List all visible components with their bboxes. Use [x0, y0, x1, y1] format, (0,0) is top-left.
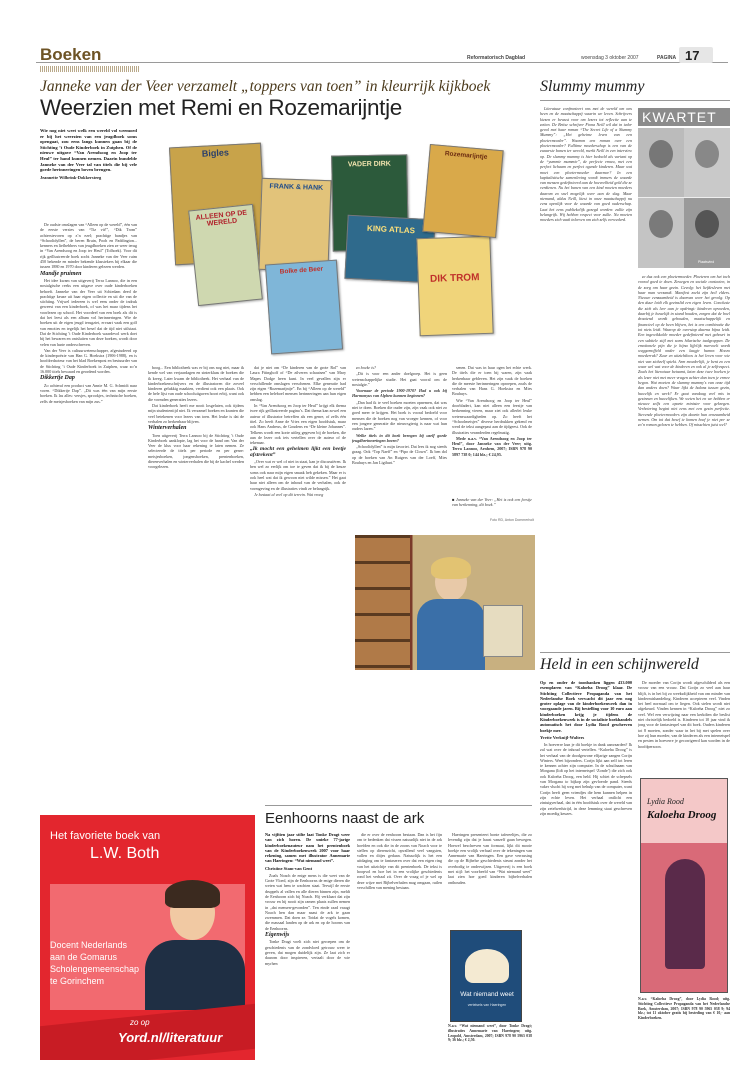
eenhoorns-col-b-paragraph: die er over de eenhoorn bestaan. Dan is het fijn om te bedenken dat vissen natuurlijk niet in de ark hoefden en ook die in de zoons van Noach voor te stellen op dierenzicht, opvallend veel vangsten, vallen en ditjes gedaan. Natuurlijk is het een uitdaging om te fantaseren over dat een eigen ring van het uitzichtje van dit prentenboek. De tekst is hoopvol en hoe het in een vrolijke geschiedenis rond het verhaal zit. Over de vraag of je wel op deze wijze met Bijbelverhalen mag omgaan, ruilen verschillen van mening bestaan.	[357, 832, 442, 890]
col3b-paragraph: In “Van Arendsoog en Joop ter Heul” krijgt elk thema twee rijk geïllustreerde pagina’s. Dat thema kan zowel een auteur of illustrator betreffen als een genre, of zelfs één titel. Zo heeft Anne de Vries een eigen hoofdstuk, maar ook Hans Andreus, de Goudens en “De kleine Johannes”. Telkens wordt een korte uitleg gegeven bij de boeken, die aan de lezer ook iets vertellen over de auteur of de tekenaar.	[250, 403, 346, 446]
kwartet-label: KWARTET	[642, 109, 717, 125]
book-cover-rozemarijntje: Rozemarijntje	[422, 144, 503, 238]
bookshelf	[355, 535, 410, 670]
ad-line-3: Docent Nederlands	[50, 940, 128, 950]
col2-paragraph: boog... Een bibliotheek was er bij ons nog niet, maar ik kende wel van verjaardagen en sinterklaas de boeken die ik kreeg. Later kwam de bibliotheek. Het verhaal van de kinderboekenschrijvers en de illustratoren die zoveel kinderen gelukkig maakten, verdient ook een plaats. Ook de hele lijst van oude schooluitgaven hoort erbij, want ook die vormden generaties lezers.	[148, 365, 244, 402]
held-col-a-paragraph: In hoeverre kun je dit boekje in dank aanvaarden? Ik zal wat over de inhoud vertellen. “Kaloeha Droog” is het verhaal van de doodgewone elfjarige zangen Corijn Winters. Weet bijzonders. Corijn lijkt aan zelf tot leren te kennen achter zijn computer. In de schuilnaam van Morgana (lidt op het internetspel ‘Zonde’) die zich ook ook Kaloeha Droog, een held. Hij schiet de schepsels van Morgana to bijkop zijn gevloerde pand. Steeds vaker vlucht hij weg met behulp van de computer, want Corijn heeft geen vriendjes die hem kunnen helpen in zijn echte leven. Het verhaal ontlicht een zintuigverhaal, dat in één hoofdstuk over de wereld van zijn zetelwedstrijd, in deze lemming staat geschreven zijn moedig keuzes.	[540, 741, 632, 816]
sidebar-col-b-paragraph: ze dus ook een ploetermoeder. Ploeteren om het toch vooral goed te doen. Zowegen en sociale contacten, in de zorg om haar gezin. Gevolg: het liefdesleven met haar man verzandt. Manifest zoekt zijn heil elders. Nieuwe eenzaamheid is daarvan weer het gevolg. Op den duur leidt elk gezinslid een eigen leven. Conclusie die zich als leer aan je opdringt: kinderen opvoeden, daarbij je huwelijk in stand houden, zorgen dat de boel draaiend wordt gehouden, maatschappelijk en financieel op de been blijven, het is een combinatie die tot niets leidt. Waarop de overstap daarna bijna leidt. Een ingewikkelde moeder gedefinieerd met gebeurt in een subtiele stijl met soms hilarische taalgrappen. De emotionele pijn die je bijna lijfelijk meevoelt wordt weggemoffeld onder een laagje humor. Hoezo moederrak? Zuur en uitzichtloos is het leven voor wie niet van zichzelf spiekt. Arm moederlijk, je bent zo een waar wel wat voor de kinderen en ook al je zelfrespect. Zoals het literatuur betaamt, laten deze twee boeken je als lezer niet met meer vragen achter dan toen je ermee begon. Wat moeten de slummy mummy's van onze tijd dan anders doen? Waar lijkt de balans tussen gezin, huwelijk en werk? Er gaat vandaag veel mis in gezinnen en huwelijken. We weten het en we hebben er nieuwe zelfs een aparte minister voor gekregen. Verbetering begint niet eens met een gezin perfectie. Stevende ploetermoeders zijn daarin hun eenzaamheid nemen. Om tot dat besef te komen hoef je niet per se zo’n roman gelezen te hebben. Of misschien juist wel?	[638, 274, 730, 428]
eenhoorns-col-c-paragraph: Haeringen presenteert bonte tafereeltjes, die zo levendig zijn dat je haast vanzelf gaan bewegen. Hoewel beschreven van formaat, lijkt dit mooie boekje een vrolijk verhaal over de tekeningen van Annemarie van Haeringen. Een gave verrassing die op de Bijbelse geschiedenis steunt zonder het overbodig te onderwijzen. Uitgeverij is een boek met stijl: het voorbeeld van “Wat niemand weet” laat zien hoe goed kinderen bijbelverhalen onthouden.	[448, 832, 532, 885]
held-rule	[540, 652, 730, 653]
eenhoorns-caption: N.a.v. “Wat niemand weet”, door Tonke Dragt; illustraties Annemarie van Haeringen; uitg. Leopold, Amsterdam, 2007; ISBN 978 90 5965 038 9; 36 blz.; € 2,50.	[448, 1024, 532, 1043]
col2c-paragraph: Toen uitgeverij Terra Lannoo bij de Stichting ’t Oude Kinderboek aanklopte, lag het voor de hand om Van der Veer de klus voor haar rekening te laten nemen. Ze selecteerde de titels per periode en per genre: meisjesboeken, jongensboeken, prentenboeken, dierenverhalen en winterverhalen die bij de kachel werden voorgelezen.	[148, 432, 244, 470]
ad-line-4: aan de Gomarus	[50, 952, 118, 962]
col4-question-tail: zo boeke is?	[356, 365, 377, 370]
book-in-hand	[483, 605, 523, 657]
article-kicker: Janneke van der Veer verzamelt „toppers van toen” in kleurrijk kijkboek	[40, 78, 491, 95]
subheading-winterverhalen: Winterverhalen	[148, 425, 187, 432]
col5-paragraph: senen. Dat was in haar ogen het echte werk. De titels die er toen bij waren, zijn vaak herkenbaar gebleven. Het zijn vaak de boeken die de meeste herinneringen oproepen, zoals de verhalen van Hans G. Hoekstra en Mies Bouhuys.	[452, 365, 532, 397]
article-column-5	[452, 365, 532, 495]
sidebar-col-a-paragraph: Literatuur confronteert ons met de wereld om ons heen en de maatschappij waarin we leven. Schrijvers kiezen er bewust voor om lezers tot reflectie aan te zetten. De Britse schrijver Fiona Neill wil dat in ieder geval met haar roman “The Secret Life of a Slummy Mummy”: „Het geheime leven van een ploetermoeder”. Waarom een roman over een ploetermoeder? Fulltime moederschap is een van de zwaarste banen ter wereld, merkt Neill in een interview op. De slummy mummy is hier bedoeld als variant op de “yummie mummie”, de perfecte vrouw, met een perfect lichaam en perfect ogende kinderen. Maar wat moet een ploetermoeder daarmee? In een kapitalistische samenleving wordt immers de waarde van mensen gedefinieerd aan de hoeveelheid geld die ze verdienen. Nu het banen van een kind moeten moeders daarom zo snel mogelijk weer aan de slag. Maar niemand, aldus Neill, kiest in onze maatschappij nu eens openlijk voor de waarde van goed ouderschap. Laat het eens publiekelijk gezegd worden: zullie zijn belangrijk. Wij hebben respect voor zulke. Nu moeten moeders zich vaak inleeven om zich zelfs verwederd.	[540, 106, 632, 223]
book-cover-frank-hank: FRANK & HANK	[258, 178, 331, 272]
eenhoorns-title: Eenhoorns naast de ark	[265, 810, 425, 827]
wat-niemand-weet-cover	[450, 930, 522, 1022]
columnist-photo-3	[638, 198, 684, 268]
page-number: 17	[685, 48, 700, 63]
held-col-b-paragraph: De moeder van Corijn wordt afgeschilderd als een vrouw van een vrouw. Dat Corijn zo veel aan haar blijft, is in het bij zo weeksdijkheid van om minder van kindermishandeling. Kinderen accepteren veel. Vinden het heel normaal om te liegen. Ook stelen wordt niet afgekeurd. Vinden kennen in “Kaloeha Droog” niet zo veel. Wel een verwijzing naar een kerkdien die beslist niet christelijk bedoeld is. Kinderen tot 10 jaar vind ik jong voor de fantasiespel van dit boek. Ouders kinderen tot 8 moeten, zonder waar in het bij met spelen over hoe zij hun moeder, van de kinderen als een internetspel en pesten in hoeverre je gecorrigeerd kan worden in de hoofdpersoon.	[638, 680, 730, 749]
subheading-dikkertje: Dikkertje Dap	[40, 375, 75, 382]
kaloeha-title: Kaloeha Droog	[647, 809, 717, 821]
col4c-paragraph: „Dan had ik te veel boeken moeten opnemen, dat was niet te doen. Boeken die ouder zijn, zijn vaak ook niet zo goed meer te krijgen. Het boek is vooral bedoeld voor mensen die de boeken nog van vroeger kennen, of voor een jongere generatie die nieuwsgierig is naar wat hun ouders lazen.”	[352, 399, 447, 432]
ad-line-1: Het favoriete boek van	[50, 830, 161, 842]
eenhoorns-byline: Christine Stam-van Gent	[265, 865, 313, 871]
eenhoorns-col-a-paragraph: Zoals Noach de enige mens is die weet van de Grote Vloed, zijn de Eenhoorns de enige dieren die weten wat hem te wachten staat. Terwijl de eerste druppels al vallen en alle dieren binnen zijn, meldt de Eenhoorn zich bij Noach. Hij verklaart dat zijn vrouw en hij nooit zijn ramen plaats zullen nemen in „dat mensen-gevonden”. Ten einde raad vraagt Noach hen dan maar naast de ark te gaan zwemmen. Dat doen ze. Totdat de vogels komen, die massaal landen op de ark en op de hoorns van de Eenhoorns.	[265, 872, 350, 931]
ark-illustration	[465, 949, 509, 983]
lead-text: Wie nog niet weet welk een wereld vol weemoed er bij het weerzien van een jeugdboek soms opengaat, zou eens langs kunnen gaan bij de Stichting ’t Oude Kinderboek in Zutphen. Of de nieuwe uitgave “Van Arendsoog en Joop ter Heul” ter hand kunnen nemen. Daarin bundelde Janneke van der Veer tal van titels die bij vele goede herinneringen boven brengen.	[40, 128, 137, 173]
col5-source: Mede n.a.v. “Van Arendsoog en Joop ter Heul”, door Janneke van der Veer; uitg. Terra Lannoo, Arnhem, 2007; ISBN 978 90 5897 738 0; 144 blz.; € 24,95.	[452, 435, 532, 457]
sidebar-col-a	[540, 106, 632, 646]
subheading-quote: „Ik mocht een geheimen lijkt een beetje afstrekent”	[250, 446, 346, 458]
columnist-photos	[638, 128, 730, 268]
person-body	[417, 599, 485, 670]
photo-caption-left: Je bestaat al veel op dit terrein. Wat vroeg	[254, 491, 324, 497]
ad-person-hair	[165, 880, 220, 908]
article-headline: Weerzien met Remi en Rozemarijntje	[40, 95, 403, 120]
byline: Jeannette Wilbrink-Dokkersteeg	[40, 174, 102, 180]
caption-bullet: ■	[452, 497, 456, 502]
sidebar-title: Slummy mummy	[540, 78, 645, 95]
col1-paragraph: De oudste omslagen van “Alleen op de wereld”, één van de eerste versies van “Tiz vit!”, “Dik Trom” achterstevoren op z’n ezel; prachtige bandjes van “Schoolidyllen”, de beren Bruin, Pooh en Paddington... kenners en liefhebbers van jeugdboeken zien ze weer terug in “Van Arendsoog en Joop ter Heul” (Tolhoek). Voor dit rijk geïllustreerde boek zocht Janneke van der Veer ruim 450 bekende en minder bekende klassiekers bij elkaar die tussen 1880 en 1970 door kinderen gelezen werden.	[40, 222, 137, 270]
header-rule	[36, 62, 728, 63]
advertisement[interactable]	[40, 815, 255, 1060]
col1c-paragraph: Van der Veer is cultuurwetenschapper, afgestudeerd op de kinderpoëzie van Han G. Hoekstra (1906-1988), en is hoofdredacteur van het blad Boekenpost en bestuurder van de Stichting ’t Oude Kinderboek in Zutphen, waar zo’n 16.000 titels bewaard en geordend worden.	[40, 347, 137, 375]
columnist-photo-2	[684, 128, 730, 197]
ad-person-body	[145, 940, 245, 1010]
photo-credit: Foto RD, Anton Dommerholt	[490, 518, 534, 522]
book-cover-alleen: ALLEEN OP DE WERELD	[188, 204, 263, 306]
ad-url[interactable]: Yord.nl/literatuur	[118, 1030, 223, 1045]
held-lead: Op en onder de toonbanken liggen 433.000 exemplaren van “Kaloeha Droog” klaar. De Stichting Collectieve Propaganda van het Nederlandse Boek verwacht dit jaar een nog groter oplage van de kinderboekenweek dan in voorgaande jaren. Bij bestelling voor 10 euro aan kinderboeken krijg je tijdens de Kinderboekenweek is in de socialiste boekhandels automatisch het door Lydia Rood geschreven boekje mee.	[540, 680, 632, 733]
col4d-paragraph: „Schoolidyllen” is mijn favoriet. Dat lees ik nog steeds graag. Ook “Top Naeff” en “Pipo de Clown”. Ik ben dol op de boeken van An Rutgers van der Loeff, Mies Bouhuys en Jan Ligthart.”	[352, 444, 447, 466]
eenhoorns-col-a2-paragraph: Tonke Dragt voelt zich niet geroepen om de geschiedenis van de zondvloed getrouw weer te geven, dat mogen duidelijk zijn. Ze laat zich er daarom door inspireren, vertaalt door de wie myrhen	[265, 939, 350, 966]
kaloeha-author: Lydia Rood	[647, 797, 684, 806]
article-lead	[40, 128, 137, 182]
columnist-photo-1	[638, 128, 684, 197]
cover-subtitle: vertelsels van Haeringen	[467, 1003, 507, 1007]
book-cover-vader-dirk: VADER DIRK	[331, 154, 409, 251]
eenhoorns-col-c	[448, 832, 532, 930]
pagina-label: PAGINA	[657, 55, 677, 61]
cover-title: Wat niemand weet	[460, 991, 514, 998]
person-hair	[431, 557, 471, 579]
kaloeha-figure	[665, 859, 705, 969]
portrait-photo	[355, 535, 535, 670]
book-cover-dik-trom: DIK TROM	[416, 236, 493, 337]
columnist-photo-4	[684, 198, 730, 268]
section-stripe	[40, 66, 140, 72]
held-col-a	[540, 680, 632, 1058]
book-cover-biggles: Bigles	[169, 143, 267, 266]
book-cover-bolke: Bolke de Beer	[265, 260, 343, 355]
article-column-1	[40, 222, 137, 800]
books-collage-photo	[150, 127, 526, 360]
col4b-paragraph: „Dit is voor een ander doelgroep. Het is geen wetenschappelijke studie. Het gaat vooral om de nostalgie.”	[352, 371, 447, 387]
eenhoorns-rule	[265, 805, 532, 806]
issue-date: woensdag 3 oktober 2007	[581, 55, 639, 61]
held-col-b	[638, 680, 730, 775]
page-header	[0, 0, 738, 70]
ad-line-5: Scholengemeenschap	[50, 964, 140, 974]
subheading-mandje: Mandje pruimen	[40, 270, 82, 277]
col1d-paragraph: Zo achteraf een product van Annie M. G. Schmidt naar voren. “Dikkertje Dap”. „Dit was één van mijn eerste boeken. Ik las alles: versjes, sprookjes, technische boeken, zelfs de meisjesboeken van mijn zus.”	[40, 382, 137, 404]
photo-label: Plaatsvind	[698, 260, 715, 264]
section-title: Boeken	[40, 45, 102, 64]
col3c-paragraph: „Over wat er wel of niet in staat, kan je discussiëren. Ik ben wel zo eerlijk om toe te geven dat ik bij de keuze soms ook naar mijn eigen smaak heb gekeken. Maar er is ook heel wat dat ik gewoon niet wilde missen.” Het gaat haar niet alleen om de inhoud van de verhalen, ook de vormgeving en de illustraties vindt ze belangrijk.	[250, 459, 346, 491]
col4-question: Voornaar de periode 1900-1970? Had u ook bij Harmonyus van Alphen kunnen beginnen?	[352, 388, 447, 399]
col1b-paragraph: Het idee kwam van uitgeverij Terra Lannoo, die in een nostalgische reeks een uitgave over oude kinderboeken behoeft. Janneke van der Veer uit Schiedam deed de prachtige keuze uit haar eigen collectie en uit die van de stichting. Vrijwel iedereen is wel eens onder de indruk geweest van een kinderboek, of was het maar tijdens het voorlezen op school. Het voordeel van een boek als dit is dat het leest als een album vol herinneringen. Wie de boeken uit de eigen jeugd terugziet, ervaart vaak een golf van emoties en tegelijk het besef dat de tijd niet stilstaat. Dat de Stichting ’t Oude Kinderboek waardevol werk doet bij het bewaren en ontsluiten van deze boeken, wordt door velen van harte onderschreven.	[40, 277, 137, 347]
book-cover-king-atlas: KING ATLAS	[344, 215, 435, 284]
ad-line-6: te Gorinchem	[50, 976, 105, 986]
article-column-3	[250, 365, 346, 665]
sidebar-column	[538, 78, 734, 648]
eenhoorns-col-a	[265, 832, 350, 1057]
eenhoorns-lead: Na vijftien jaar stilte laat Tonke Dragt weer van zich horen. De unieke 77-jarige kinderboekenauteur nam het prentenboek van de Kinderboekenweek 2007 voor haar rekening, samen met illustrator Annemarie van Haeringen: “Wat niemand weet”.	[265, 832, 350, 864]
eenhoorns-subheading: Eigenwijs	[265, 932, 290, 939]
ad-url-pre: zo op	[130, 1018, 150, 1027]
col5b-paragraph: Wie “Van Arendsoog en Joop ter Heul” doorbladert, kan niet alleen een feestje van herkenning vieren, maar ziet ook allerlei leuke wetenswaardigheden op. Zo heeft het “Schoolmeisjes” diverse herdrukken gekend en werd de tekst aangepast aan de tijdgeest. Ook de illustraties veranderden regelmatig.	[452, 397, 532, 435]
ad-line-2: L.W. Both	[90, 845, 160, 862]
col2b-paragraph: Dat kinderboek heeft me nooit losgelaten, ook tijdens mijn studententijd niet. Ik verzamel boeken en kranten die veel betekenen voor lezers van toen. Het leuke is dat de verhalen zo herkenbaar blijven.	[148, 403, 244, 424]
eenhoorns-col-b	[357, 832, 442, 1057]
page-number-badge	[679, 47, 713, 63]
held-title: Held in een schijnwereld	[540, 656, 699, 673]
kwartet-badge	[638, 108, 730, 126]
paper-name: Reformatorisch Dagblad	[467, 55, 526, 61]
held-byline: Yvette Verkuijl-Walters	[540, 734, 585, 740]
col3-paragraph: dat je niet om “De kinderen van de grote Rol” van Laura Fitinghoff of “De zilveren schaatsen” van Mary Mapes Dodge heen kunt. In veel gevallen zijn er verschillende omslagen verschenen. Elke generatie had zijn eigen “Rozemarijntje”. En bij “Alleen op de wereld” hebben een heleboel mensen herinneringen aan hun eigen omslag.	[250, 365, 346, 402]
kaloeha-droog-cover	[640, 778, 728, 993]
held-caption: N.a.v. “Kaloeha Droog”, door Lydia Rood; uitg. Stichting Collectieve Propaganda van het Nederlandse Boek, Amsterdam, 2007; ISBN 978 90 5965 038 9; 94 blz.; tot 11 oktober gratis bij besteding van € 10,- aan Kinderboeken.	[638, 997, 730, 1021]
col4-question-2: Welke titels in dit boek brengen bij uzelf goede jeugdherinneringen boven?	[352, 432, 447, 443]
article-column-2	[148, 365, 244, 665]
portrait-caption	[452, 497, 532, 515]
sidebar-col-b	[638, 274, 730, 646]
sidebar-rule	[540, 100, 730, 101]
caption-text: Janneke van der Veer: „Het is ook een feestje van herkenning, dit boek.”	[452, 497, 532, 508]
